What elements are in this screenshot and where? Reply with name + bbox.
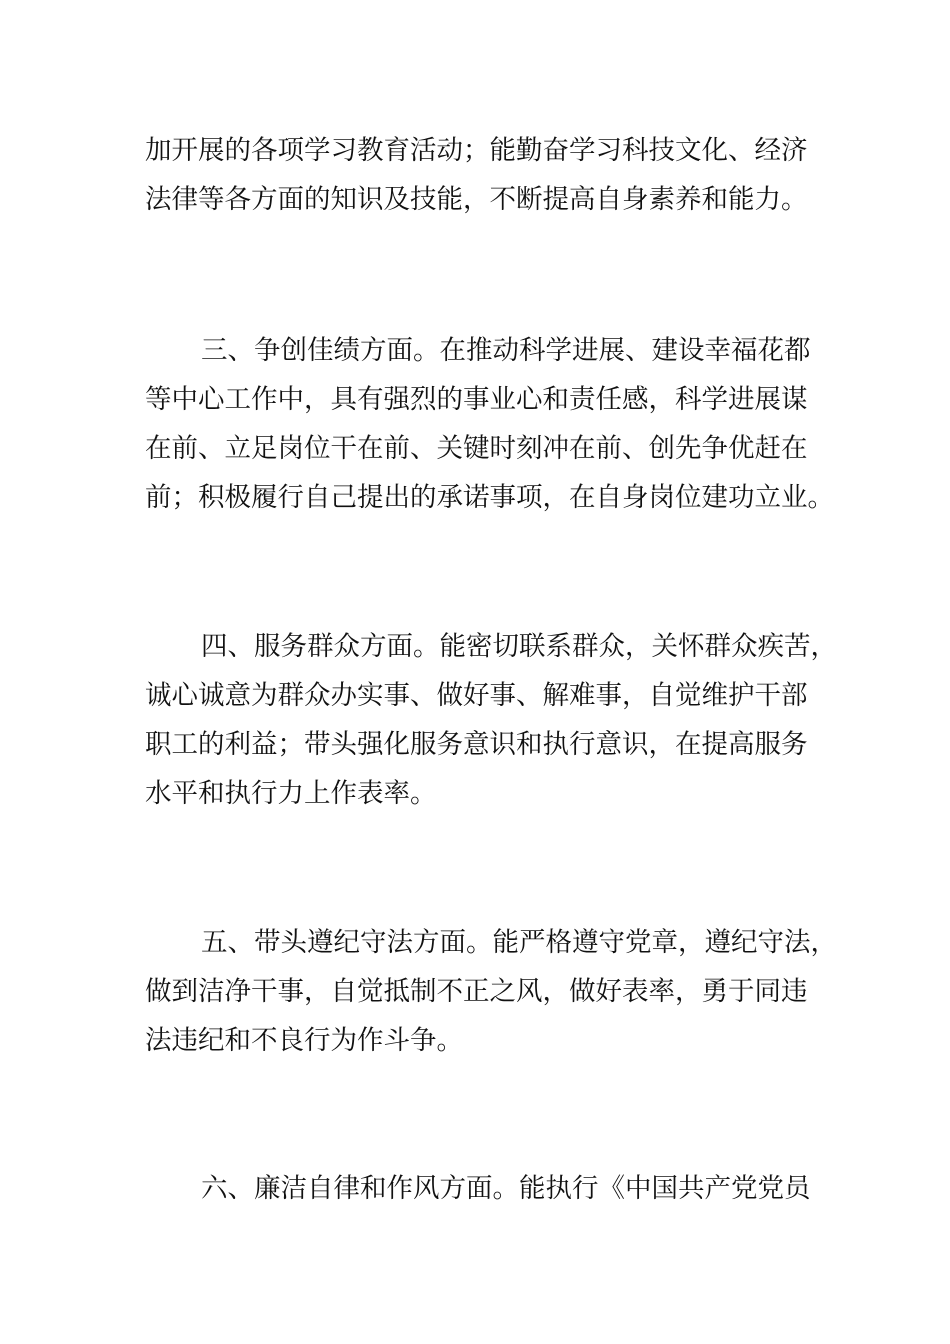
paragraph-line: 五、带头遵纪守法方面。能严格遵守党章，遵纪守法， (201, 927, 837, 958)
paragraph-line: 做到洁净干事，自觉抵制不正之风，做好表率，勇于同违 (145, 976, 808, 1007)
paragraph-line: 诚心诚意为群众办实事、做好事、解难事，自觉维护干部 (145, 680, 808, 711)
paragraph-line: 六、廉洁自律和作风方面。能执行《中国共产党党员 (201, 1173, 811, 1204)
paragraph-line: 等中心工作中，具有强烈的事业心和责任感，科学进展谋 (145, 384, 808, 415)
paragraph-line: 三、争创佳绩方面。在推动科学进展、建设幸福花都 (201, 335, 811, 366)
paragraph-achievements (145, 326, 834, 522)
paragraph-line: 法违纪和不良行为作斗争。 (145, 1025, 463, 1056)
paragraph-line: 加开展的各项学习教育活动；能勤奋学习科技文化、经济 (145, 135, 808, 166)
paragraph-line: 四、服务群众方面。能密切联系群众，关怀群众疾苦， (201, 631, 837, 662)
paragraph-serving-masses (145, 622, 837, 818)
paragraph-line: 法律等各方面的知识及技能，不断提高自身素养和能力。 (145, 184, 808, 215)
paragraph-line: 职工的利益；带头强化服务意识和执行意识，在提高服务 (145, 729, 808, 760)
paragraph-study-continued (145, 126, 830, 224)
paragraph-line: 水平和执行力上作表率。 (145, 778, 437, 809)
paragraph-law-abiding (145, 918, 837, 1065)
paragraph-integrity (145, 1164, 830, 1213)
paragraph-line: 在前、立足岗位干在前、关键时刻冲在前、创先争优赶在 (145, 433, 808, 464)
paragraph-line: 前；积极履行自己提出的承诺事项，在自身岗位建功立业。 (145, 482, 834, 513)
